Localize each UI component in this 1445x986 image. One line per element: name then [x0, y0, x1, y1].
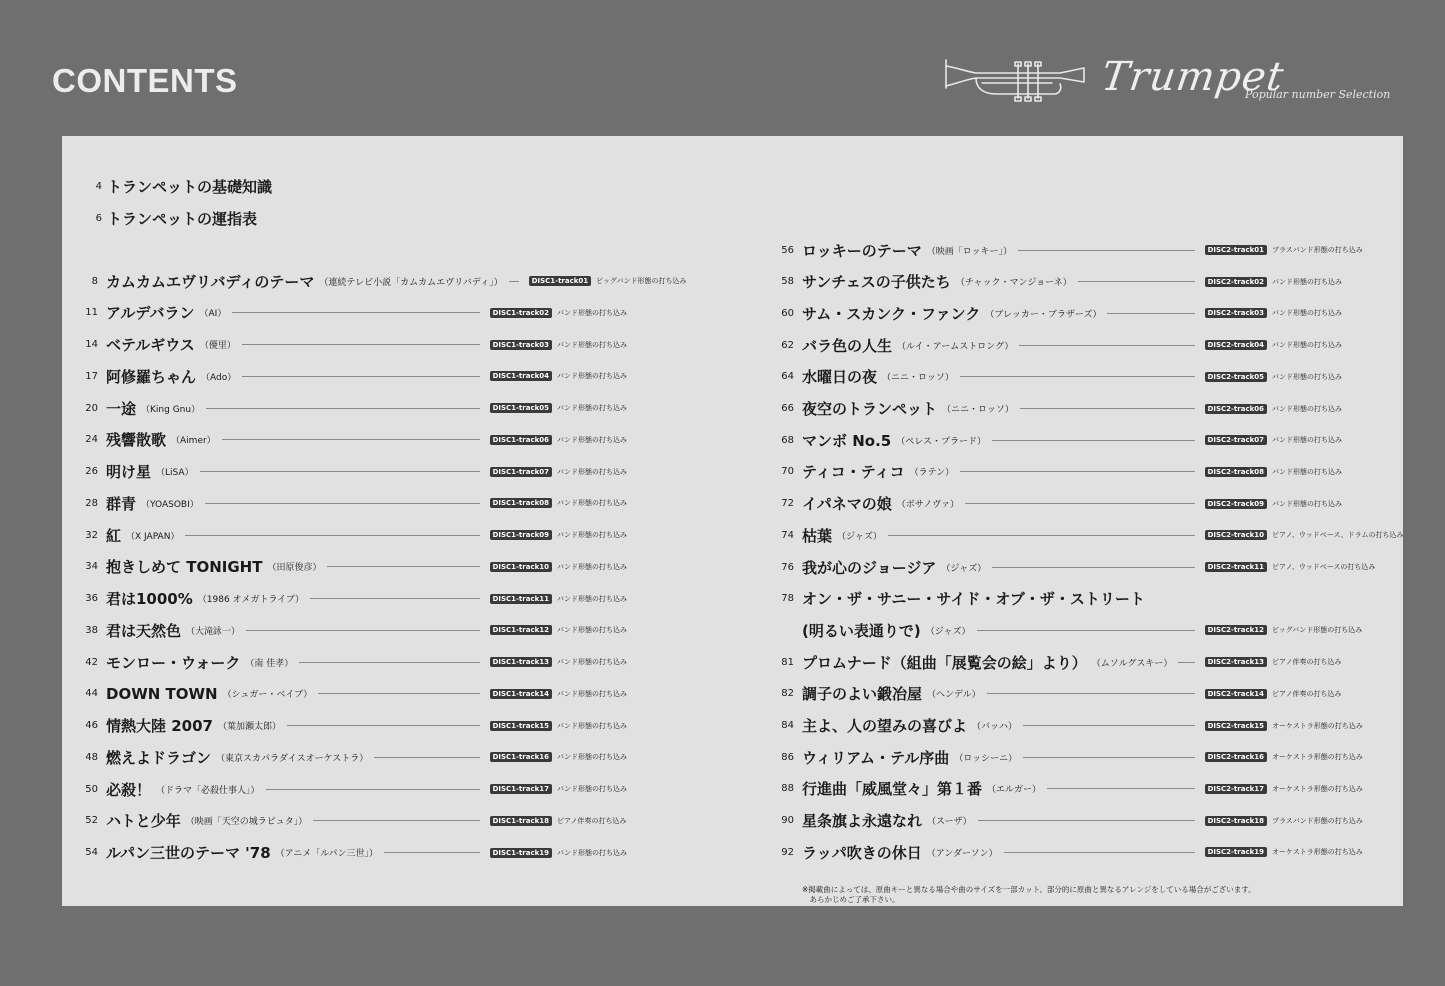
track-badge: DISC1-track09: [490, 530, 552, 540]
track-badge: DISC2-track17: [1205, 784, 1267, 794]
toc-row: [778, 333, 1384, 357]
toc-row: [778, 555, 1384, 579]
page-number: 92: [781, 846, 794, 858]
song-source: （ドラマ「必殺仕事人」）: [156, 785, 260, 796]
leader-line: [242, 344, 480, 345]
accompaniment-note: ビッグバンド形態の打ち込み: [1272, 626, 1363, 635]
leader-line: [222, 439, 480, 440]
toc-row: [82, 523, 642, 547]
toc-row: [82, 714, 642, 738]
track-badge: DISC1-track07: [490, 467, 552, 477]
track-badge: DISC1-track03: [490, 340, 552, 350]
toc-row: [778, 238, 1384, 262]
track-badge: DISC2-track01: [1205, 245, 1267, 255]
toc-row: [778, 777, 1384, 801]
song-source: （エルガー）: [987, 785, 1042, 796]
song-source: （LiSA）: [156, 468, 194, 478]
accompaniment-note: ピアノ伴奏の打ち込み: [1272, 689, 1342, 698]
toc-row: [778, 618, 1384, 642]
song-title: DOWN TOWN: [106, 684, 218, 703]
leader-line: [960, 376, 1195, 377]
page-number: 76: [781, 561, 794, 573]
toc-row: [82, 650, 642, 674]
track-badge: DISC2-track11: [1205, 562, 1267, 572]
page-number: 54: [85, 847, 98, 858]
track-badge: DISC1-track02: [490, 308, 552, 318]
leader-line: [287, 725, 480, 726]
accompaniment-note: ピアノ伴奏の打ち込み: [1272, 658, 1342, 667]
track-badge: DISC2-track03: [1205, 308, 1267, 318]
song-source: （1986 オメガトライブ）: [197, 595, 305, 605]
leader-line: [1018, 250, 1195, 251]
track-badge: DISC2-track15: [1205, 721, 1267, 731]
song-title: 君は1000%: [106, 590, 193, 608]
leader-line: [384, 852, 480, 853]
toc-row: [778, 365, 1384, 389]
toc-row: [82, 333, 642, 357]
accompaniment-note: バンド形態の打ち込み: [557, 372, 627, 381]
song-title: ティコ・ティコ: [802, 463, 905, 482]
song-title: ウィリアム・テル序曲: [802, 748, 950, 767]
song-source: （アニメ「ルパン三世」）: [275, 849, 379, 859]
page-number: 62: [781, 339, 794, 351]
page-number: 24: [85, 434, 98, 446]
accompaniment-note: バンド形態の打ち込み: [557, 626, 627, 635]
accompaniment-note: バンド形態の打ち込み: [1272, 404, 1342, 413]
footnote: [802, 885, 1256, 905]
toc-row: [778, 650, 1384, 674]
leader-line: [1004, 852, 1195, 853]
page-number: 14: [85, 339, 98, 350]
song-source: （ジャズ）: [837, 531, 882, 542]
leader-line: [374, 757, 479, 758]
song-source: （ロッシーニ）: [954, 753, 1018, 764]
page-number: 32: [85, 529, 98, 541]
track-badge: DISC2-track08: [1205, 467, 1267, 477]
leader-line: [987, 693, 1195, 694]
intro-item: [92, 206, 257, 230]
track-badge: DISC1-track14: [490, 689, 552, 699]
leader-line: [978, 820, 1195, 821]
toc-row: [778, 428, 1384, 452]
song-source: （ボサノヴァ）: [896, 500, 959, 511]
page-number: 48: [85, 751, 98, 763]
toc-row: [778, 523, 1404, 547]
song-title: 群青: [106, 494, 137, 513]
song-title: (明るい表通りで): [802, 621, 921, 640]
song-title: サム・スカンク・ファンク: [802, 304, 981, 323]
page-number: 6: [95, 212, 102, 224]
accompaniment-note: オーケストラ形態の打ち込み: [1272, 784, 1363, 793]
track-badge: DISC2-track18: [1205, 816, 1267, 826]
accompaniment-note: ピアノ、ウッドベース、ドラムの打ち込み: [1272, 531, 1404, 540]
leader-line: [318, 693, 479, 694]
song-title: ハトと少年: [106, 812, 181, 831]
song-title: 行進曲「威風堂々」第１番: [802, 780, 983, 799]
song-source: （ニニ・ロッソ）: [882, 373, 954, 384]
toc-row: [82, 841, 642, 865]
track-badge: DISC1-track05: [490, 403, 552, 413]
toc-row: [82, 587, 642, 611]
track-badge: DISC1-track11: [490, 594, 552, 604]
track-badge: DISC1-track08: [490, 498, 552, 508]
leader-line: [1019, 345, 1194, 346]
song-source: （チャック・マンジョーネ）: [955, 278, 1072, 289]
song-source: （シュガー・ベイブ）: [222, 690, 313, 701]
contents-panel: [62, 136, 1403, 906]
leader-line: [992, 440, 1195, 441]
song-title: 燃えよドラゴン: [106, 748, 212, 767]
song-title: ルパン三世のテーマ '78: [106, 844, 271, 862]
song-source: （Aimer）: [171, 436, 216, 447]
track-badge: DISC1-track12: [490, 625, 552, 635]
accompaniment-note: バンド形態の打ち込み: [557, 721, 627, 730]
accompaniment-note: バンド形態の打ち込み: [557, 499, 627, 508]
song-title: 枯葉: [802, 526, 833, 545]
leader-line: [1020, 408, 1195, 409]
leader-line: [232, 312, 479, 313]
track-badge: DISC1-track18: [490, 816, 552, 826]
toc-row: [778, 745, 1384, 769]
leader-line: [327, 566, 479, 567]
toc-row: [82, 396, 642, 420]
accompaniment-note: バンド形態の打ち込み: [557, 308, 627, 317]
song-title: 君は天然色: [106, 621, 182, 640]
leader-line: [206, 408, 479, 409]
page-number: 82: [781, 688, 794, 700]
accompaniment-note: バンド形態の打ち込み: [557, 531, 627, 539]
song-source: （ヘンデル）: [927, 690, 981, 701]
song-title: サンチェスの子供たち: [802, 273, 951, 292]
accompaniment-note: バンド形態の打ち込み: [557, 785, 627, 793]
leader-line: [1023, 725, 1195, 726]
accompaniment-note: バンド形態の打ち込み: [1272, 467, 1342, 476]
track-badge: DISC2-track04: [1205, 340, 1267, 350]
leader-line: [242, 376, 479, 377]
song-title: 抱きしめて TONIGHT: [106, 558, 263, 577]
leader-line: [1047, 788, 1195, 789]
footnote-line-2: あらかじめご了承下さい。: [802, 895, 900, 904]
accompaniment-note: バンド形態の打ち込み: [1272, 436, 1342, 445]
footnote-line-1: ※掲載曲によっては、原曲キーと異なる場合や曲のサイズを一部カット、部分的に原曲と異なるアレンジをしている場合がございます。: [802, 885, 1256, 894]
song-source: （連続テレビ小説「カムカムエヴリバディ」）: [319, 277, 503, 288]
song-source: （スーザ）: [927, 817, 972, 828]
song-title: 明け星: [106, 463, 152, 481]
toc-row: [778, 460, 1384, 484]
accompaniment-note: バンド形態の打ち込み: [1272, 499, 1342, 508]
song-title: バラ色の人生: [802, 336, 893, 355]
accompaniment-note: ピアノ、ウッドベースの打ち込み: [1272, 563, 1376, 571]
leader-line: [200, 471, 480, 472]
song-source: （ムソルグスキー）: [1091, 658, 1173, 669]
song-title: 残響散歌: [106, 431, 167, 450]
song-source: （ニニ・ロッソ）: [942, 405, 1014, 415]
toc-row: [82, 460, 642, 484]
page-number: 38: [85, 624, 98, 636]
song-source: （映画「ロッキー」）: [926, 246, 1013, 257]
toc-row: [778, 587, 1384, 611]
page-number: 17: [85, 370, 98, 382]
page-number: 44: [85, 688, 98, 700]
song-title: オン・ザ・サニー・サイド・オブ・ザ・ストリート: [802, 590, 1145, 609]
toc-row: [82, 777, 642, 801]
leader-line: [246, 630, 480, 631]
leader-line: [960, 471, 1194, 472]
accompaniment-note: バンド形態の打ち込み: [557, 435, 627, 444]
leader-line: [185, 535, 479, 536]
track-badge: DISC1-track15: [490, 721, 552, 731]
leader-line: [888, 535, 1195, 536]
accompaniment-note: バンド形態の打ち込み: [557, 753, 627, 762]
page-number: 64: [781, 371, 794, 383]
page-number: 11: [85, 307, 98, 319]
accompaniment-note: バンド形態の打ち込み: [1272, 277, 1342, 286]
accompaniment-note: バンド形態の打ち込み: [1272, 341, 1342, 350]
song-title: マンボ No.5: [802, 431, 892, 450]
track-badge: DISC1-track16: [490, 752, 552, 762]
page-number: 66: [781, 403, 794, 414]
song-source: （南 佳孝）: [245, 658, 294, 669]
brand-title: Trumpet: [1098, 54, 1288, 100]
accompaniment-note: オーケストラ形態の打ち込み: [1272, 753, 1363, 762]
page-number: 26: [85, 466, 98, 477]
song-source: （X JAPAN）: [126, 531, 180, 542]
page-number: 50: [85, 783, 98, 795]
accompaniment-note: ビッグバンド形態の打ち込み: [596, 277, 687, 285]
leader-line: [1178, 662, 1194, 663]
page-number: 4: [95, 180, 102, 192]
page-number: 72: [781, 498, 794, 510]
leader-line: [977, 630, 1195, 631]
toc-row: [82, 809, 642, 833]
track-badge: DISC1-track06: [490, 435, 552, 445]
accompaniment-note: バンド形態の打ち込み: [557, 562, 627, 571]
song-title: 阿修羅ちゃん: [106, 367, 197, 386]
song-title: 夜空のトランペット: [802, 400, 938, 418]
intro-item: [92, 174, 272, 198]
track-badge: DISC2-track10: [1205, 530, 1267, 540]
song-source: （葉加瀬太郎）: [217, 722, 281, 732]
track-badge: DISC1-track01: [529, 276, 591, 286]
song-title: 情熱大陸 2007: [106, 717, 213, 735]
leader-line: [965, 503, 1195, 504]
leader-line: [1023, 757, 1194, 758]
toc-row: [82, 491, 642, 515]
song-title: 必殺！: [106, 780, 152, 799]
page-number: 34: [85, 561, 98, 573]
toc-row: [778, 809, 1384, 833]
page-number: 84: [781, 720, 794, 731]
leader-line: [1107, 313, 1194, 314]
song-source: （田原俊彦）: [267, 563, 322, 574]
accompaniment-note: バンド形態の打ち込み: [557, 689, 627, 698]
toc-row: [82, 555, 642, 579]
song-title: カムカムエヴリバディのテーマ: [106, 272, 315, 291]
page-number: 70: [781, 466, 794, 478]
page-number: 8: [91, 275, 98, 287]
song-source: （ジャズ）: [925, 626, 971, 637]
toc-row: [82, 301, 642, 325]
track-badge: DISC1-track17: [490, 784, 552, 794]
leader-line: [1078, 281, 1195, 282]
leader-line: [299, 662, 479, 663]
song-title: ベテルギウス: [106, 336, 195, 354]
page-number: 46: [85, 720, 98, 731]
toc-row: [778, 397, 1384, 421]
accompaniment-note: バンド形態の打ち込み: [557, 467, 627, 476]
toc-row: [82, 682, 642, 706]
song-title: 紅: [106, 526, 122, 545]
accompaniment-note: バンド形態の打ち込み: [557, 340, 627, 349]
section-title: トランペットの運指表: [107, 209, 258, 228]
track-badge: DISC2-track07: [1205, 435, 1267, 445]
toc-row: [778, 492, 1384, 516]
page-number: 88: [781, 783, 794, 795]
accompaniment-note: ブラスバンド形態の打ち込み: [1272, 246, 1363, 254]
leader-line: [992, 567, 1194, 568]
track-badge: DISC2-track13: [1205, 657, 1267, 667]
song-title: 我が心のジョージア: [802, 558, 937, 577]
leader-line: [313, 820, 479, 821]
song-source: （ラテン）: [909, 468, 955, 479]
toc-row: [82, 428, 642, 452]
toc-row: [82, 618, 642, 642]
track-badge: DISC1-track13: [490, 657, 552, 667]
accompaniment-note: バンド形態の打ち込み: [1272, 372, 1342, 381]
accompaniment-note: バンド形態の打ち込み: [557, 658, 627, 666]
track-badge: DISC1-track10: [490, 562, 552, 572]
accompaniment-note: バンド形態の打ち込み: [557, 594, 627, 603]
song-source: （ペレス・プラード）: [896, 436, 986, 447]
toc-row: [778, 840, 1384, 864]
song-source: （アンダーソン）: [926, 848, 998, 859]
song-title: アルデバラン: [106, 304, 195, 323]
trumpet-icon: [942, 54, 1088, 104]
page-number: 60: [781, 307, 794, 319]
section-title: トランペットの基礎知識: [107, 177, 273, 196]
song-source: （優里）: [199, 341, 236, 351]
accompaniment-note: オーケストラ形態の打ち込み: [1272, 721, 1363, 730]
song-source: （ジャズ）: [941, 563, 987, 574]
track-badge: DISC2-track14: [1205, 689, 1267, 699]
leader-line: [266, 789, 480, 790]
track-badge: DISC2-track06: [1205, 404, 1267, 414]
song-title: 一途: [106, 399, 137, 418]
page-number: 78: [781, 593, 794, 605]
toc-row: [778, 301, 1384, 325]
brand-logo: [942, 52, 1402, 118]
page-number: 68: [781, 434, 794, 446]
toc-row: [82, 269, 687, 293]
track-badge: DISC2-track05: [1205, 372, 1267, 382]
page-number: 74: [781, 529, 794, 541]
song-source: （東京スカパラダイスオーケストラ）: [216, 753, 369, 764]
song-source: （ブレッカー・ブラザーズ）: [985, 309, 1102, 320]
page-number: 58: [781, 276, 794, 288]
accompaniment-note: バンド形態の打ち込み: [557, 848, 627, 857]
song-title: ロッキーのテーマ: [802, 241, 922, 260]
track-badge: DISC2-track02: [1205, 277, 1267, 287]
toc-row: [82, 364, 642, 388]
accompaniment-note: ブラスバンド形態の打ち込み: [1272, 816, 1363, 825]
song-source: （映画「天空の城ラピュタ」）: [185, 817, 308, 828]
song-title: イパネマの娘: [802, 495, 892, 514]
page-number: 20: [85, 402, 98, 414]
leader-line: [509, 281, 519, 282]
song-source: （AI）: [199, 309, 227, 320]
leader-line: [205, 503, 480, 504]
page-number: 81: [781, 656, 794, 668]
track-badge: DISC2-track16: [1205, 752, 1267, 762]
page-number: 42: [85, 656, 98, 668]
toc-row: [82, 745, 642, 769]
track-badge: DISC1-track19: [490, 848, 552, 858]
track-badge: DISC2-track19: [1205, 847, 1267, 857]
track-badge: DISC1-track04: [490, 371, 552, 381]
song-title: 調子のよい鍛冶屋: [802, 685, 923, 704]
track-badge: DISC2-track12: [1205, 625, 1267, 635]
song-source: （ルイ・アームストロング）: [897, 341, 1014, 352]
song-title: 水曜日の夜: [802, 368, 878, 387]
toc-row: [778, 714, 1384, 738]
accompaniment-note: オーケストラ形態の打ち込み: [1272, 848, 1363, 857]
song-title: 星条旗よ永遠なれ: [802, 812, 923, 831]
accompaniment-note: ピアノ伴奏の打ち込み: [557, 816, 627, 825]
song-title: 主よ、人の望みの喜びよ: [802, 717, 968, 735]
song-source: （YOASOBI）: [141, 499, 199, 510]
song-title: プロムナード（組曲「展覧会の絵」より）: [802, 653, 1087, 672]
song-title: ラッパ吹きの休日: [802, 843, 922, 862]
page-number: 52: [85, 815, 98, 827]
song-source: （大滝詠一）: [186, 626, 241, 637]
leader-line: [310, 598, 480, 599]
song-title: モンロー・ウォーク: [106, 653, 241, 672]
song-source: （King Gnu）: [141, 404, 201, 415]
accompaniment-note: バンド形態の打ち込み: [557, 404, 627, 412]
page-number: 28: [85, 497, 98, 509]
page-number: 56: [781, 244, 794, 256]
track-badge: DISC2-track09: [1205, 499, 1267, 509]
brand-subtitle: Popular number Selection: [1245, 88, 1391, 101]
song-source: （バッハ）: [972, 722, 1018, 732]
page-number: 90: [781, 815, 794, 827]
song-source: （Ado）: [201, 372, 237, 383]
toc-row: [778, 270, 1384, 294]
accompaniment-note: バンド形態の打ち込み: [1272, 309, 1342, 318]
page-number: 36: [85, 593, 98, 604]
page-heading: CONTENTS: [52, 62, 238, 99]
page-number: 86: [781, 751, 794, 763]
toc-row: [778, 682, 1384, 706]
